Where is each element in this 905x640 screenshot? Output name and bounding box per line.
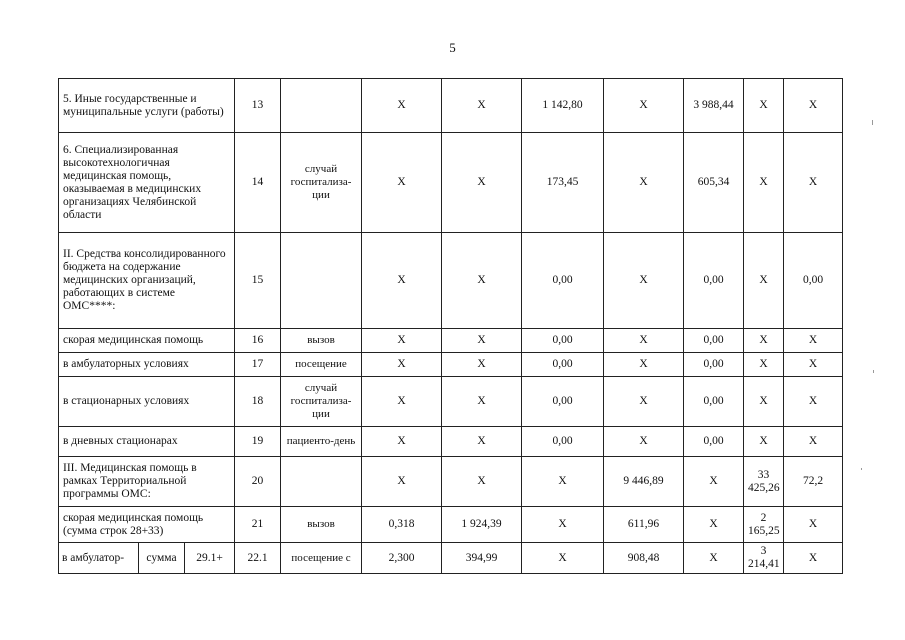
value-cell: X <box>442 377 522 427</box>
value-cell: X <box>442 457 522 507</box>
value-cell: X <box>604 353 684 377</box>
value-cell: X <box>604 133 684 233</box>
value-cell: X <box>784 427 843 457</box>
row-line-number: 18 <box>235 377 281 427</box>
value-cell: X <box>362 353 442 377</box>
value-cell: X <box>442 353 522 377</box>
value-cell: 0,00 <box>522 233 604 329</box>
row-line-number: 22.1 <box>235 543 281 574</box>
value-cell: 0,00 <box>684 329 744 353</box>
table-row <box>59 377 843 427</box>
row-unit: случай госпитализа-ции <box>281 377 362 427</box>
value-cell: 33 425,26 <box>744 457 784 507</box>
value-cell: 173,45 <box>522 133 604 233</box>
row-unit <box>281 79 362 133</box>
value-cell: X <box>684 507 744 543</box>
row-line-number: 16 <box>235 329 281 353</box>
row-unit: посещение с <box>281 543 362 574</box>
table-row <box>59 427 843 457</box>
row-unit: пациенто-день <box>281 427 362 457</box>
row-name: скорая медицинская помощь <box>59 329 235 353</box>
value-cell: X <box>362 427 442 457</box>
value-cell: 3 988,44 <box>684 79 744 133</box>
value-cell: 0,00 <box>522 329 604 353</box>
page-number: 5 <box>449 40 456 55</box>
value-cell: X <box>744 233 784 329</box>
row-line-number: 17 <box>235 353 281 377</box>
row-line-number: 19 <box>235 427 281 457</box>
value-cell: X <box>744 133 784 233</box>
value-cell: 0,00 <box>784 233 843 329</box>
value-cell: X <box>362 79 442 133</box>
value-cell: X <box>362 457 442 507</box>
value-cell: 1 924,39 <box>442 507 522 543</box>
value-cell: X <box>784 377 843 427</box>
value-cell: X <box>362 233 442 329</box>
row-unit: вызов <box>281 329 362 353</box>
scan-mark <box>861 468 862 470</box>
table-row <box>59 233 843 329</box>
value-cell: 0,00 <box>684 427 744 457</box>
value-cell: X <box>442 233 522 329</box>
financing-table <box>58 78 843 574</box>
value-cell: X <box>744 427 784 457</box>
row-name: в амбулаторных условиях <box>59 353 235 377</box>
value-cell: X <box>362 377 442 427</box>
value-cell: 0,00 <box>522 353 604 377</box>
value-cell: 0,00 <box>522 377 604 427</box>
value-cell: X <box>604 377 684 427</box>
value-cell: X <box>744 329 784 353</box>
row-line-number: 13 <box>235 79 281 133</box>
value-cell: 72,2 <box>784 457 843 507</box>
table-row <box>59 353 843 377</box>
value-cell: X <box>604 329 684 353</box>
row-unit <box>281 457 362 507</box>
row-name: 6. Специализированная высокотехнологичная медицинская помощь, оказываемая в медицинских организациях Челябинской области <box>59 133 235 233</box>
row-unit: вызов <box>281 507 362 543</box>
value-cell: X <box>744 353 784 377</box>
value-cell: 908,48 <box>604 543 684 574</box>
value-cell: X <box>362 133 442 233</box>
value-cell: 2,300 <box>362 543 442 574</box>
value-cell: X <box>784 329 843 353</box>
value-cell: X <box>784 543 843 574</box>
value-cell: X <box>442 79 522 133</box>
row-name: скорая медицинская помощь (сумма строк 28+33) <box>59 507 235 543</box>
value-cell: X <box>604 233 684 329</box>
value-cell: X <box>784 133 843 233</box>
value-cell: X <box>522 507 604 543</box>
row-name: в дневных стационарах <box>59 427 235 457</box>
value-cell: 0,00 <box>684 233 744 329</box>
row-name-lines: 29.1+ <box>185 543 235 574</box>
value-cell: X <box>442 427 522 457</box>
value-cell: 605,34 <box>684 133 744 233</box>
value-cell: 1 142,80 <box>522 79 604 133</box>
value-cell: X <box>442 133 522 233</box>
value-cell: 0,318 <box>362 507 442 543</box>
value-cell: 0,00 <box>522 427 604 457</box>
value-cell: X <box>744 79 784 133</box>
row-unit <box>281 233 362 329</box>
row-name: III. Медицинская помощь в рамках Территориальной программы ОМС: <box>59 457 235 507</box>
value-cell: 9 446,89 <box>604 457 684 507</box>
value-cell: 2 165,25 <box>744 507 784 543</box>
value-cell: X <box>684 457 744 507</box>
value-cell: X <box>684 543 744 574</box>
value-cell: 611,96 <box>604 507 684 543</box>
value-cell: 3 214,41 <box>744 543 784 574</box>
value-cell: X <box>604 79 684 133</box>
table-row <box>59 543 843 574</box>
value-cell: 0,00 <box>684 377 744 427</box>
row-unit: посещение <box>281 353 362 377</box>
row-line-number: 15 <box>235 233 281 329</box>
row-line-number: 20 <box>235 457 281 507</box>
value-cell: X <box>522 543 604 574</box>
table-row <box>59 329 843 353</box>
value-cell: X <box>784 79 843 133</box>
value-cell: X <box>784 507 843 543</box>
table-body <box>59 79 843 574</box>
row-name: в стационарных условиях <box>59 377 235 427</box>
scan-mark <box>872 120 873 125</box>
row-unit: случай госпитализа-ции <box>281 133 362 233</box>
value-cell: 0,00 <box>684 353 744 377</box>
value-cell: X <box>522 457 604 507</box>
value-cell: X <box>362 329 442 353</box>
value-cell: X <box>442 329 522 353</box>
scan-mark <box>873 370 874 373</box>
value-cell: X <box>744 377 784 427</box>
table-row <box>59 507 843 543</box>
table-row <box>59 457 843 507</box>
row-name-sum: сумма <box>139 543 185 574</box>
table-row <box>59 133 843 233</box>
value-cell: X <box>784 353 843 377</box>
value-cell: 394,99 <box>442 543 522 574</box>
value-cell: X <box>604 427 684 457</box>
table-row <box>59 79 843 133</box>
row-name: II. Средства консолидированного бюджета на содержание медицинских организаций, работающих в системе ОМС****: <box>59 233 235 329</box>
row-line-number: 14 <box>235 133 281 233</box>
row-name: в амбулатор- <box>59 543 139 574</box>
row-name: 5. Иные государственные и муниципальные услуги (работы) <box>59 79 235 133</box>
row-line-number: 21 <box>235 507 281 543</box>
